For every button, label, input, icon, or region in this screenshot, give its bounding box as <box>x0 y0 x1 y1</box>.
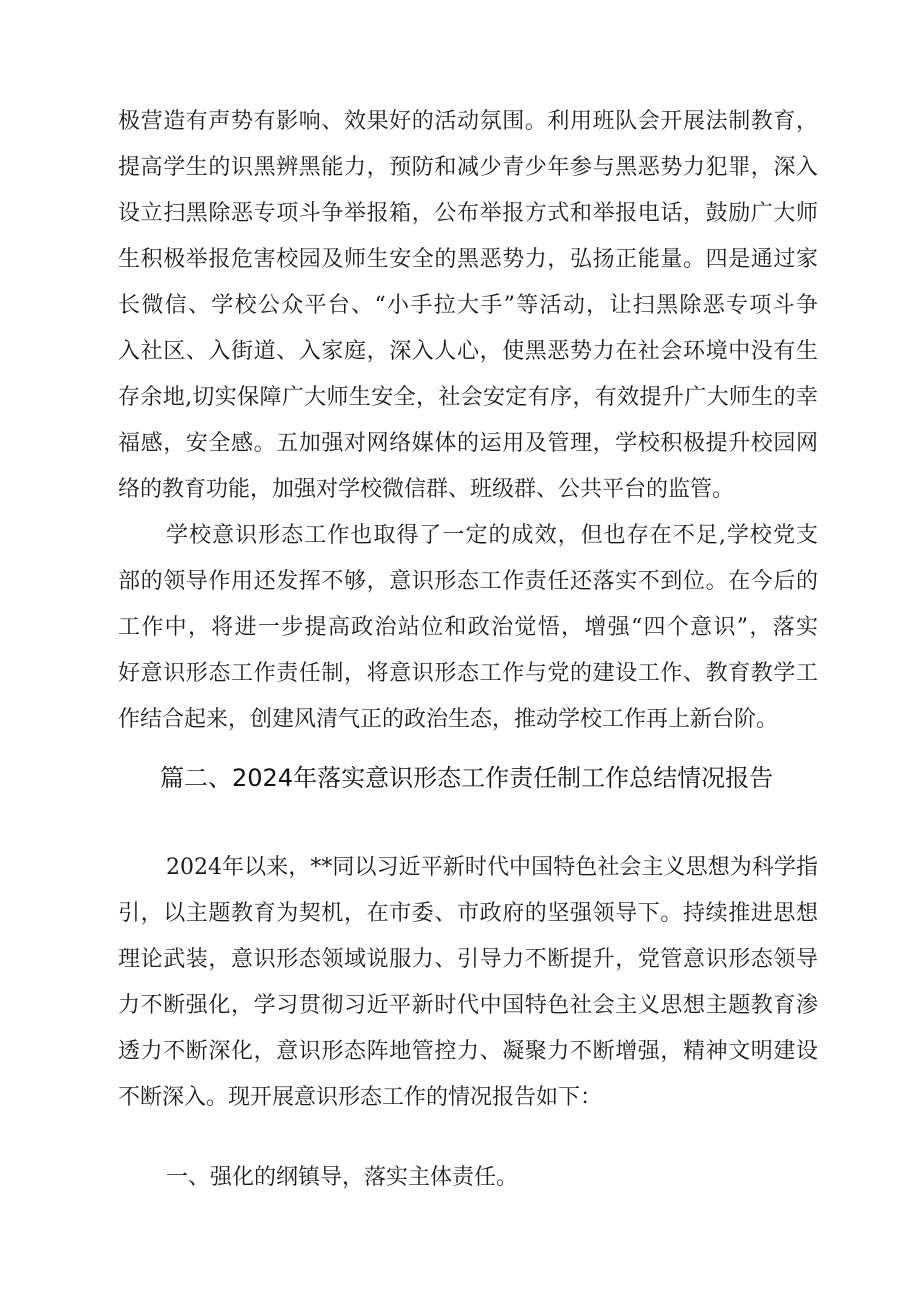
paragraph-2-line-5: 作结合起来，创建风清气正的政治生态，推动学校工作再上新台阶。 <box>118 707 779 732</box>
subheading: 一、强化的纲镇导，落实主体责任。 <box>166 1165 519 1190</box>
paragraph-1-line-3: 设立扫黑除恶专项斗争举报箱，公布举报方式和举报电话，鼓励广大师 <box>118 201 818 226</box>
paragraph-3-line-4: 力不断强化，学习贯彻习近平新时代中国特色社会主义思想主题教育渗 <box>118 993 818 1018</box>
paragraph-3-line-6: 不断深入。现开展意识形态工作的情况报告如下： <box>118 1085 603 1110</box>
paragraph-1-line-4: 生积极举报危害校园及师生安全的黑恶势力，弘扬正能量。四是通过家 <box>118 247 818 272</box>
paragraph-1-line-7: 存余地,切实保障广大师生安全，社会安定有序，有效提升广大师生的幸 <box>118 385 818 410</box>
paragraph-1-line-8: 福感，安全感。五加强对网络媒体的运用及管理，学校积极提升校园网 <box>118 431 818 456</box>
paragraph-1-line-6: 入社区、入街道、入家庭，深入人心，使黑恶势力在社会环境中没有生 <box>118 339 818 364</box>
paragraph-1-line-1: 极营造有声势有影响、效果好的活动氛围。利用班队会开展法制教育， <box>118 109 818 134</box>
paragraph-2-line-2: 部的领导作用还发挥不够，意识形态工作责任还落实不到位。在今后的 <box>118 569 818 594</box>
paragraph-3-line-1: 2024年以来，**同以习近平新时代中国特色社会主义思想为科学指 <box>166 855 818 880</box>
section-heading: 篇二、2024年落实意识形态工作责任制工作总结情况报告 <box>160 764 774 792</box>
paragraph-1-line-5: 长微信、学校公众平台、“小手拉大手”等活动，让扫黑除恶专项斗争 <box>118 293 818 318</box>
paragraph-1-line-9: 络的教育功能，加强对学校微信群、班级群、公共平台的监管。 <box>118 477 735 502</box>
paragraph-3-line-5: 透力不断深化，意识形态阵地管控力、凝聚力不断增强，精神文明建设 <box>118 1039 818 1064</box>
paragraph-1-line-2: 提高学生的识黑辨黑能力，预防和减少青少年参与黑恶势力犯罪，深入 <box>118 155 818 180</box>
paragraph-2-line-1: 学校意识形态工作也取得了一定的成效，但也存在不足,学校党支 <box>166 523 818 548</box>
paragraph-3-line-2: 引，以主题教育为契机，在市委、市政府的坚强领导下。持续推进思想 <box>118 901 818 926</box>
paragraph-2-line-4: 好意识形态工作责任制，将意识形态工作与党的建设工作、教育教学工 <box>118 661 818 686</box>
paragraph-3-line-3: 理论武装，意识形态领域说服力、引导力不断提升，党管意识形态领导 <box>118 947 818 972</box>
paragraph-2-line-3: 工作中，将进一步提高政治站位和政治觉悟，增强“四个意识”，落实 <box>118 615 818 640</box>
